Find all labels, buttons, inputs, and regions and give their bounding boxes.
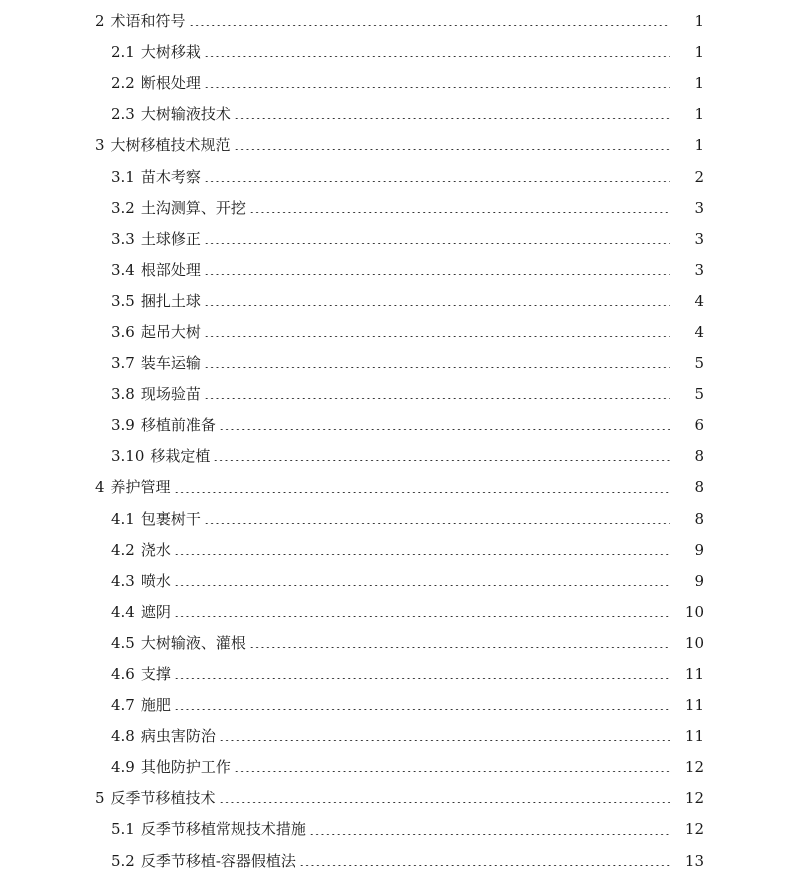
toc-page-number: 1: [694, 43, 704, 62]
toc-dot-leader: [204, 336, 670, 337]
toc-section-number: 3.10: [111, 447, 145, 466]
toc-dot-leader: [174, 492, 670, 493]
toc-section-title: 包裹树干: [140, 509, 201, 528]
toc-entry[interactable]: [0, 441, 796, 472]
toc-section-number: 4.7: [111, 696, 135, 715]
toc-dot-leader: [213, 460, 670, 461]
toc-dot-leader: [174, 554, 670, 555]
toc-section-number: 4.6: [111, 665, 135, 684]
toc-entry[interactable]: [0, 379, 796, 410]
toc-entry[interactable]: [0, 846, 796, 877]
toc-page-number: 12: [684, 789, 704, 808]
toc-dot-leader: [204, 56, 670, 57]
toc-section-number: 4.8: [111, 727, 135, 746]
toc-section-number: 4.4: [111, 602, 135, 621]
toc-section-number: 3.6: [111, 322, 135, 341]
toc-page-number: 8: [694, 478, 704, 497]
toc-section-title: 喷水: [140, 571, 171, 590]
toc-section-title: 反季节移植常规技术措施: [140, 820, 306, 839]
toc-dot-leader: [234, 771, 670, 772]
toc-section-title: 苗木考察: [140, 167, 201, 186]
toc-section-title: 土沟测算、开挖: [140, 198, 246, 217]
toc-dot-leader: [309, 834, 670, 835]
toc-section-title: 捆扎土球: [140, 291, 201, 310]
toc-entry[interactable]: [0, 472, 796, 503]
toc-entry[interactable]: [0, 752, 796, 783]
toc-entry[interactable]: [0, 814, 796, 845]
toc-page-number: 4: [694, 322, 704, 341]
toc-section-title: 浇水: [140, 540, 171, 559]
toc-page-number: 8: [694, 447, 704, 466]
toc-entry[interactable]: [0, 68, 796, 99]
toc-entry[interactable]: [0, 721, 796, 752]
toc-page-number: 8: [694, 509, 704, 528]
toc-entry[interactable]: [0, 193, 796, 224]
toc-dot-leader: [204, 305, 670, 306]
toc-dot-leader: [249, 647, 670, 648]
toc-section-title: 断根处理: [140, 74, 201, 93]
toc-section-title: 反季节移植-容器假植法: [140, 851, 296, 870]
table-of-contents: [0, 6, 796, 877]
toc-section-title: 土球修正: [140, 229, 201, 248]
toc-dot-leader: [174, 585, 670, 586]
toc-page-number: 9: [694, 571, 704, 590]
toc-dot-leader: [234, 149, 670, 150]
toc-section-title: 大树输液、灌根: [140, 633, 246, 652]
toc-entry[interactable]: [0, 317, 796, 348]
toc-section-title: 根部处理: [140, 260, 201, 279]
toc-page-number: 11: [684, 727, 704, 746]
toc-section-number: 4.3: [111, 571, 135, 590]
toc-page-number: 3: [694, 260, 704, 279]
toc-section-number: 4.1: [111, 509, 135, 528]
toc-dot-leader: [189, 25, 670, 26]
toc-section-title: 支撑: [140, 665, 171, 684]
toc-entry[interactable]: [0, 783, 796, 814]
toc-dot-leader: [204, 367, 670, 368]
toc-dot-leader: [204, 523, 670, 524]
toc-dot-leader: [219, 740, 670, 741]
toc-entry[interactable]: [0, 597, 796, 628]
toc-section-number: 3.8: [111, 385, 135, 404]
toc-dot-leader: [219, 429, 670, 430]
toc-section-number: 5.2: [111, 851, 135, 870]
toc-page-number: 1: [694, 136, 704, 155]
toc-section-title: 病虫害防治: [140, 727, 216, 746]
toc-dot-leader: [299, 865, 670, 866]
toc-section-title: 现场验苗: [140, 385, 201, 404]
toc-entry[interactable]: [0, 348, 796, 379]
toc-section-title: 遮阴: [140, 602, 171, 621]
toc-entry[interactable]: [0, 99, 796, 130]
toc-section-title: 起吊大树: [140, 322, 201, 341]
toc-section-title: 大树移植技术规范: [110, 136, 231, 155]
toc-entry[interactable]: [0, 690, 796, 721]
toc-section-number: 3.1: [111, 167, 135, 186]
toc-section-title: 装车运输: [140, 354, 201, 373]
toc-entry[interactable]: [0, 628, 796, 659]
toc-section-number: 4.9: [111, 758, 135, 777]
toc-page-number: 12: [684, 758, 704, 777]
toc-section-title: 养护管理: [110, 478, 171, 497]
toc-page-number: 10: [684, 602, 704, 621]
toc-dot-leader: [204, 243, 670, 244]
toc-dot-leader: [204, 398, 670, 399]
toc-section-number: 2: [95, 12, 105, 31]
toc-page-number: 10: [684, 633, 704, 652]
toc-section-title: 大树移栽: [140, 43, 201, 62]
toc-section-number: 5: [95, 789, 105, 808]
toc-section-number: 2.3: [111, 105, 135, 124]
toc-section-title: 反季节移植技术: [110, 789, 216, 808]
toc-entry[interactable]: [0, 286, 796, 317]
toc-page-number: 3: [694, 198, 704, 217]
toc-entry[interactable]: [0, 535, 796, 566]
toc-page-number: 4: [694, 291, 704, 310]
toc-entry[interactable]: [0, 504, 796, 535]
toc-entry[interactable]: [0, 161, 796, 192]
toc-section-title: 其他防护工作: [140, 758, 231, 777]
toc-section-number: 4.2: [111, 540, 135, 559]
toc-section-number: 4: [95, 478, 105, 497]
toc-page-number: 1: [694, 105, 704, 124]
toc-dot-leader: [174, 616, 670, 617]
toc-page-number: 1: [694, 12, 704, 31]
toc-entry[interactable]: [0, 255, 796, 286]
toc-entry[interactable]: [0, 6, 796, 37]
toc-section-number: 2.1: [111, 43, 135, 62]
toc-section-number: 3: [95, 136, 105, 155]
toc-entry[interactable]: [0, 130, 796, 161]
toc-page-number: 2: [694, 167, 704, 186]
toc-section-number: 5.1: [111, 820, 135, 839]
toc-entry[interactable]: [0, 566, 796, 597]
toc-entry[interactable]: [0, 659, 796, 690]
toc-section-title: 术语和符号: [110, 12, 186, 31]
toc-section-title: 施肥: [140, 696, 171, 715]
toc-dot-leader: [249, 212, 670, 213]
toc-page-number: 5: [694, 385, 704, 404]
toc-section-number: 3.4: [111, 260, 135, 279]
toc-page-number: 9: [694, 540, 704, 559]
toc-dot-leader: [174, 678, 670, 679]
toc-page-number: 5: [694, 354, 704, 373]
toc-dot-leader: [174, 709, 670, 710]
toc-page-number: 12: [684, 820, 704, 839]
toc-section-number: 3.3: [111, 229, 135, 248]
toc-page-number: 3: [694, 229, 704, 248]
toc-section-number: 4.5: [111, 633, 135, 652]
toc-dot-leader: [219, 802, 670, 803]
toc-entry[interactable]: [0, 224, 796, 255]
toc-dot-leader: [204, 274, 670, 275]
toc-entry[interactable]: [0, 37, 796, 68]
toc-section-number: 3.7: [111, 354, 135, 373]
toc-dot-leader: [234, 118, 670, 119]
toc-section-number: 3.5: [111, 291, 135, 310]
toc-entry[interactable]: [0, 410, 796, 441]
toc-section-title: 移栽定植: [150, 447, 211, 466]
toc-section-number: 3.2: [111, 198, 135, 217]
toc-page-number: 11: [684, 696, 704, 715]
toc-section-title: 移植前准备: [140, 416, 216, 435]
toc-page-number: 1: [694, 74, 704, 93]
toc-dot-leader: [204, 181, 670, 182]
toc-dot-leader: [204, 87, 670, 88]
toc-section-title: 大树输液技术: [140, 105, 231, 124]
toc-page-number: 11: [684, 665, 704, 684]
toc-page-number: 6: [694, 416, 704, 435]
toc-page-number: 13: [684, 851, 704, 870]
toc-section-number: 2.2: [111, 74, 135, 93]
toc-section-number: 3.9: [111, 416, 135, 435]
